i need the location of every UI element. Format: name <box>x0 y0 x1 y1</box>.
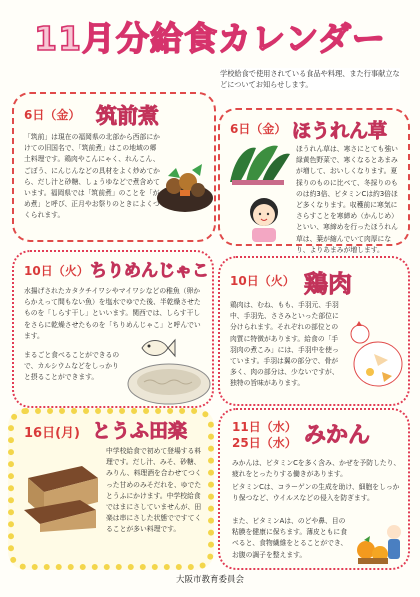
card-chirimen-date: 10日（火） <box>24 264 89 278</box>
card-horenso-body: ほうれん草は、寒さにとても強い緑黄色野菜で、寒くなるとあまみが増して、おいしくなります。夏採りのものに比べて、冬採りのものは約3倍、ビタミンCは約3倍ほど多くなります。収穫前に寒気にさらすことを寒締め（かんじめ）といい、寒締めを行ったほうれん草は、葉が縮んでいて肉厚になり、よりあまみが増します。 <box>296 145 398 254</box>
card-toriniku <box>218 256 410 406</box>
card-mikan-heading: みかん <box>304 423 371 448</box>
card-horenso-heading: ほうれん草 <box>292 120 388 142</box>
card-horenso-date: 6日（金） <box>230 122 287 136</box>
card-mikan-date-2: 25日（水） <box>232 436 297 450</box>
spinach-illustration <box>226 142 292 186</box>
card-tofu-date: 16日(月) <box>24 426 80 441</box>
card-chirimen-heading: ちりめんじゃこ <box>90 261 209 281</box>
card-mikan-body3: また、ビタミンAは、のどや鼻、目の粘膜を健康に保ちます。薄皮ともに食べると、食物繊維をとることができ、お腹の調子を整えます。 <box>232 517 348 559</box>
card-mikan-date-1: 11日（水） <box>232 420 297 434</box>
footer-issuer: 大阪市教育委員会 <box>175 575 244 585</box>
card-tofu <box>8 408 214 570</box>
card-chikuzen-heading: 筑前煮 <box>96 104 159 128</box>
card-chirimen-body2: まるごと食べることができるので、カルシウムなどをしっかりと摂ることができます。 <box>24 351 120 382</box>
card-chikuzen-date: 6日（金） <box>24 108 81 122</box>
card-toriniku-body: 鶏肉は、むね、もも、手羽元、手羽中、手羽先、ささみといった部位に分けられます。それぞれの部位との肉質に特徴があります。給食の「手羽肉の煮こみ」には、手羽中を使っています。手羽は翼の部分で、骨が多く、肉の部分は、少ないですが、独特の旨味があります。 <box>230 301 339 388</box>
card-chikuzen-body: 「筑前」は現在の福岡県の北部から西部にかけての旧国名で、「筑前煮」はこの地域の郷土料理です。鶏肉やこんにゃく、れんこん、ごぼう、にんじんなどの具材をよく炒めてから、だし汁と砂糖、しょうゆなどで煮含めています。福岡県では「筑前煮」のことを「がめ煮」と呼び、正月やお祭りのときによくつくられます。 <box>24 133 160 220</box>
intro-text: 学校給食で使用されている食品や料理、また行事献立などについてお知らせします。 <box>220 69 400 89</box>
page-title: 11月分給食カレンダー <box>34 19 386 58</box>
card-horenso <box>218 108 410 254</box>
tofu-dengaku-illustration <box>20 458 104 534</box>
girl-eating-illustration <box>240 192 288 242</box>
card-mikan <box>218 408 410 570</box>
card-tofu-heading: とうふ田楽 <box>92 420 188 442</box>
card-mikan-body1: みかんは、ビタミンCを多く含み、かぜを予防したり、疲れをとったりする働きがあります。 <box>232 459 401 479</box>
card-tofu-body: 中学校給食で初めて登場する料理です。だし汁、みそ、砂糖、みりん、料理酒を合わせてつくった甘めのみそだれを、ゆでたとうふにかけます。中学校給食ではまにさしていませんが、田楽は串にさした状態でですてくることが多い料理です。 <box>106 447 202 534</box>
card-chikuzen <box>12 92 216 242</box>
card-chirimen-body1: 水揚げされたカタクチイワシやマイワシなどの稚魚（卵からかえって間もない魚）を塩水でゆでた後、半乾燥させたものを「しらす干し」といいます。関西では、しらす干しをさらに乾燥させたものを「ちりめんじゃこ」と呼んでいます。 <box>24 287 201 340</box>
chirimen-plate-illustration <box>126 356 212 406</box>
chicken-parts-diagram <box>344 320 406 392</box>
card-toriniku-date: 10日（火） <box>230 274 295 288</box>
chikuzen-bowl-illustration <box>154 148 216 216</box>
card-toriniku-heading: 鶏肉 <box>304 270 352 298</box>
card-mikan-body2: ビタミンCは、コラーゲンの生成を助け、細胞をしっかり保つなど、ウイルスなどの侵入を防ぎます。 <box>232 483 400 503</box>
card-chirimen <box>12 250 214 408</box>
mikan-harvest-illustration <box>350 520 406 566</box>
